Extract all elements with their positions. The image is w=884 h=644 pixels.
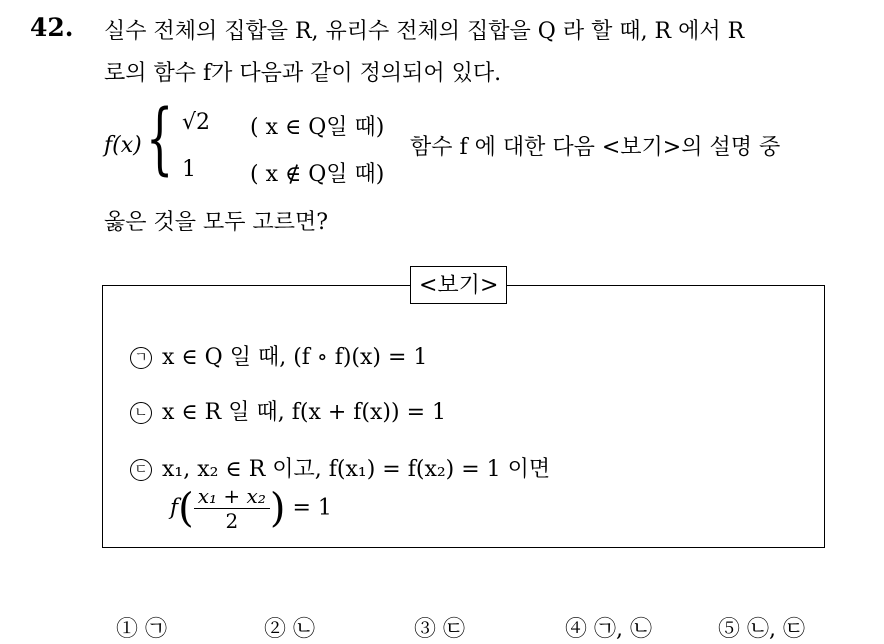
option-number: ③	[414, 617, 437, 642]
bogi-title: <보기>	[410, 266, 507, 304]
fraction	[194, 484, 270, 533]
option-2[interactable]	[264, 612, 315, 643]
option-text: ㉡, ㉢	[747, 617, 806, 642]
fraction-denominator: 2	[225, 509, 239, 533]
case-2-condition: ( x ∉ Q일 때)	[250, 162, 385, 187]
option-1[interactable]	[116, 612, 167, 643]
option-text: ㉠, ㉡	[594, 617, 653, 642]
question-number: 42.	[30, 13, 74, 42]
left-paren-icon: (	[178, 485, 194, 532]
case-2-value: 1	[182, 157, 196, 182]
bogi-item-text: x ∈ R 일 때, f(x + f(x)) = 1	[162, 400, 446, 425]
bogi-item-3-continuation	[170, 484, 332, 533]
circled-marker: ㄱ	[130, 347, 152, 369]
option-number: ⑤	[718, 617, 741, 642]
piecewise-brace-icon: {	[146, 94, 174, 184]
option-3[interactable]	[414, 612, 465, 643]
option-text: ㉡	[293, 617, 316, 642]
fraction-suffix: = 1	[292, 495, 332, 521]
option-number: ①	[116, 617, 139, 642]
case-1-condition: ( x ∈ Q일 때)	[250, 115, 385, 140]
option-4[interactable]	[565, 612, 652, 643]
fraction-prefix: f	[170, 495, 179, 521]
question-line-1: 실수 전체의 집합을 R, 유리수 전체의 집합을 Q 라 할 때, R 에서 R	[104, 19, 745, 44]
option-text: ㉢	[443, 617, 466, 642]
right-paren-icon: )	[269, 485, 286, 532]
bogi-item-3	[130, 452, 550, 483]
circled-marker: ㄷ	[130, 459, 152, 481]
case-1-value: √2	[182, 110, 211, 135]
question-line-3: 함수 f 에 대한 다음 <보기>의 설명 중	[410, 135, 781, 160]
question-line-4: 옳은 것을 모두 고르면?	[104, 210, 329, 235]
bogi-item-text: x ∈ Q 일 때, (f ∘ f)(x) = 1	[162, 345, 428, 370]
option-5[interactable]	[718, 612, 805, 643]
question-line-2: 로의 함수 f가 다음과 같이 정의되어 있다.	[104, 61, 502, 86]
option-number: ②	[264, 617, 287, 642]
option-number: ④	[565, 617, 588, 642]
bogi-item-1	[130, 340, 427, 371]
option-text: ㉠	[145, 617, 168, 642]
bogi-item-text: x₁, x₂ ∈ R 이고, f(x₁) = f(x₂) = 1 이면	[162, 457, 551, 482]
fraction-numerator: x₁ + x₂	[194, 484, 270, 509]
function-label: f(x)	[104, 133, 142, 158]
bogi-item-2	[130, 395, 446, 426]
circled-marker: ㄴ	[130, 402, 152, 424]
